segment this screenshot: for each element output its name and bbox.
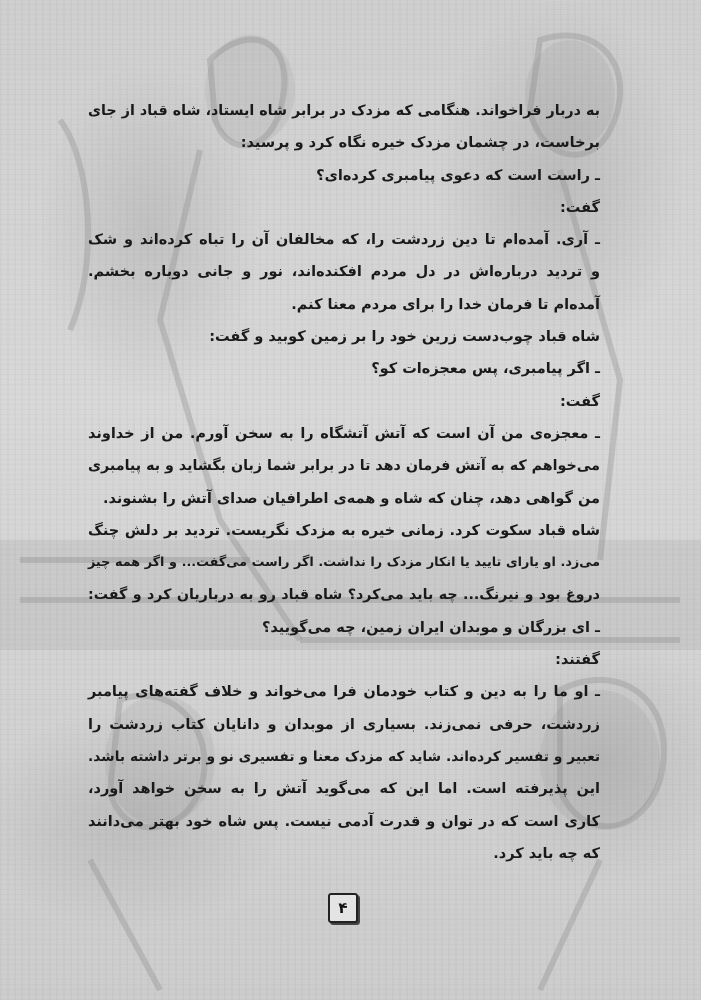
text-line: شاه قباد چوب‌دست زرین خود را بر زمین کوبید و گفت: xyxy=(209,329,600,346)
text-line: ـ معجزه‌ی من آن است که آتش آتشگاه را به سخن آورم. من از خداوند xyxy=(88,425,600,442)
text-line: و تردید درباره‌اش در دل مردم افکنده‌اند، نور و جانی دوباره بخشم. xyxy=(88,264,600,281)
text-line: می‌زد. او یارای تایید یا انکار مزدک را نداشت. اگر راست می‌گفت... و اگر همه چیز xyxy=(88,555,600,571)
text-line: گفت: xyxy=(559,199,600,216)
text-line: ـ او ما را به دین و کتاب خودمان فرا می‌خواند و خلاف گفته‌های پیامبر xyxy=(88,684,600,701)
text-line: به دربار فراخواند. هنگامی که مزدک در برابر شاه ایستاد، شاه قباد از جای xyxy=(88,103,600,119)
text-line: ـ اگر پیامبری، پس معجزه‌ات کو؟ xyxy=(371,361,600,378)
text-line: این پذیرفته است. اما این که می‌گوید آتش را به سخن خواهد آورد، xyxy=(88,781,600,798)
text-line: کاری است که در توان و قدرت آدمی نیست. پس شاه خود بهتر می‌دانند xyxy=(88,813,600,830)
text-line: شاه قباد سکوت کرد. زمانی خیره به مزدک نگریست. تردید بر دلش چنگ xyxy=(88,522,600,539)
body-text xyxy=(88,95,600,870)
text-line: برخاست، در چشمان مزدک خیره نگاه کرد و پرسید: xyxy=(240,135,600,152)
text-line: که چه باید کرد. xyxy=(493,845,600,862)
text-line: ـ آری. آمده‌ام تا دین زردشت را، که مخالفان آن را تباه کرده‌اند و شک xyxy=(88,232,600,249)
text-line: گفتند: xyxy=(555,652,600,669)
page-number: ۴ xyxy=(328,893,358,923)
text-line: دروغ بود و نیرنگ... چه باید می‌کرد؟ شاه قباد رو به درباریان کرد و گفت: xyxy=(88,587,600,604)
text-line: ـ راست است که دعوی پیامبری کرده‌ای؟ xyxy=(316,167,600,184)
text-line: آمده‌ام تا فرمان خدا را برای مردم معنا کنم. xyxy=(291,296,600,313)
text-line: می‌خواهم که به آتش فرمان دهد تا در برابر شما زبان بگشاید و به پیامبری xyxy=(88,458,600,475)
text-line: من گواهی دهد، چنان که شاه و همه‌ی اطرافیان صدای آتش را بشنوند. xyxy=(102,490,600,507)
text-line: تعبیر و تفسیر کرده‌اند. شاید که مزدک معنا و تفسیری نو و برتر داشته باشد. xyxy=(88,748,600,765)
text-line: گفت: xyxy=(559,393,600,410)
text-line: زردشت، حرفی نمی‌زند. بسیاری از موبدان و دانایان کتاب زردشت را xyxy=(88,716,600,733)
text-line: ـ ای بزرگان و موبدان ایران زمین، چه می‌گویید؟ xyxy=(261,619,600,636)
